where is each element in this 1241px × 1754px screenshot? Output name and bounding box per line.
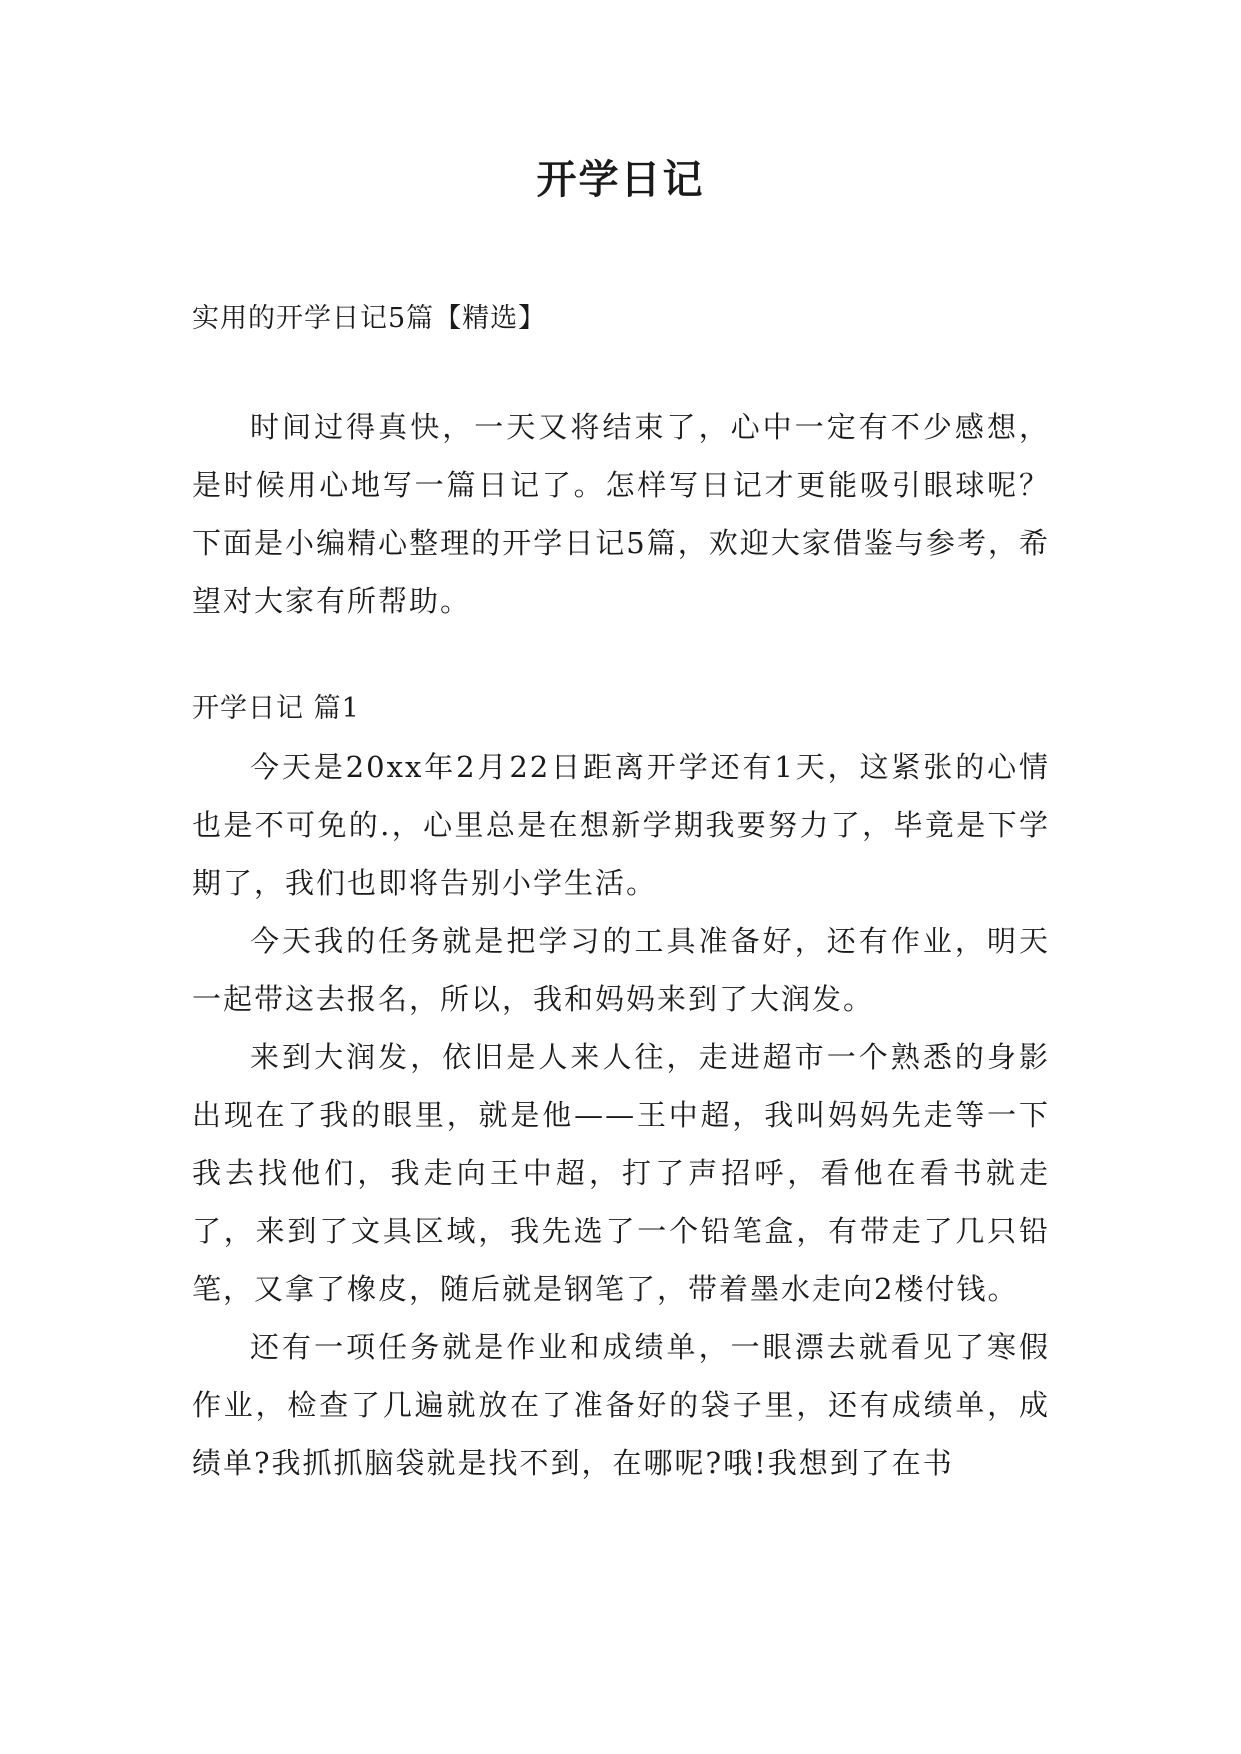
document-body — [192, 290, 1050, 1492]
intro-paragraph: 时间过得真快，一天又将结束了，心中一定有不少感想，是时候用心地写一篇日记了。怎样写日记才更能吸引眼球呢？下面是小编精心整理的开学日记5篇，欢迎大家借鉴与参考，希望对大家有所帮助。 — [192, 410, 1050, 618]
paragraph: 还有一项任务就是作业和成绩单，一眼漂去就看见了寒假作业，检查了几遍就放在了准备好的袋子里，还有成绩单，成绩单?我抓抓脑袋就是找不到，在哪呢?哦!我想到了在书 — [192, 1330, 1050, 1480]
paragraph: 今天我的任务就是把学习的工具准备好，还有作业，明天一起带这去报名，所以，我和妈妈来到了大润发。 — [192, 924, 1050, 1016]
section-heading: 开学日记 篇1 — [192, 693, 360, 724]
document-subtitle: 实用的开学日记5篇【精选】 — [192, 303, 547, 334]
paragraph: 今天是20xx年2月22日距离开学还有1天，这紧张的心情也是不可免的.，心里总是在想新学期我要努力了，毕竟是下学期了，我们也即将告别小学生活。 — [192, 750, 1050, 900]
document-title: 开学日记 — [536, 157, 705, 203]
paragraph: 来到大润发，依旧是人来人往，走进超市一个熟悉的身影出现在了我的眼里，就是他——王中超，我叫妈妈先走等一下我去找他们，我走向王中超，打了声招呼，看他在看书就走了，来到了文具区域，我先选了一个铅笔盒，有带走了几只铅笔，又拿了橡皮，随后就是钢笔了，带着墨水走向2楼付钱。 — [192, 1040, 1050, 1306]
